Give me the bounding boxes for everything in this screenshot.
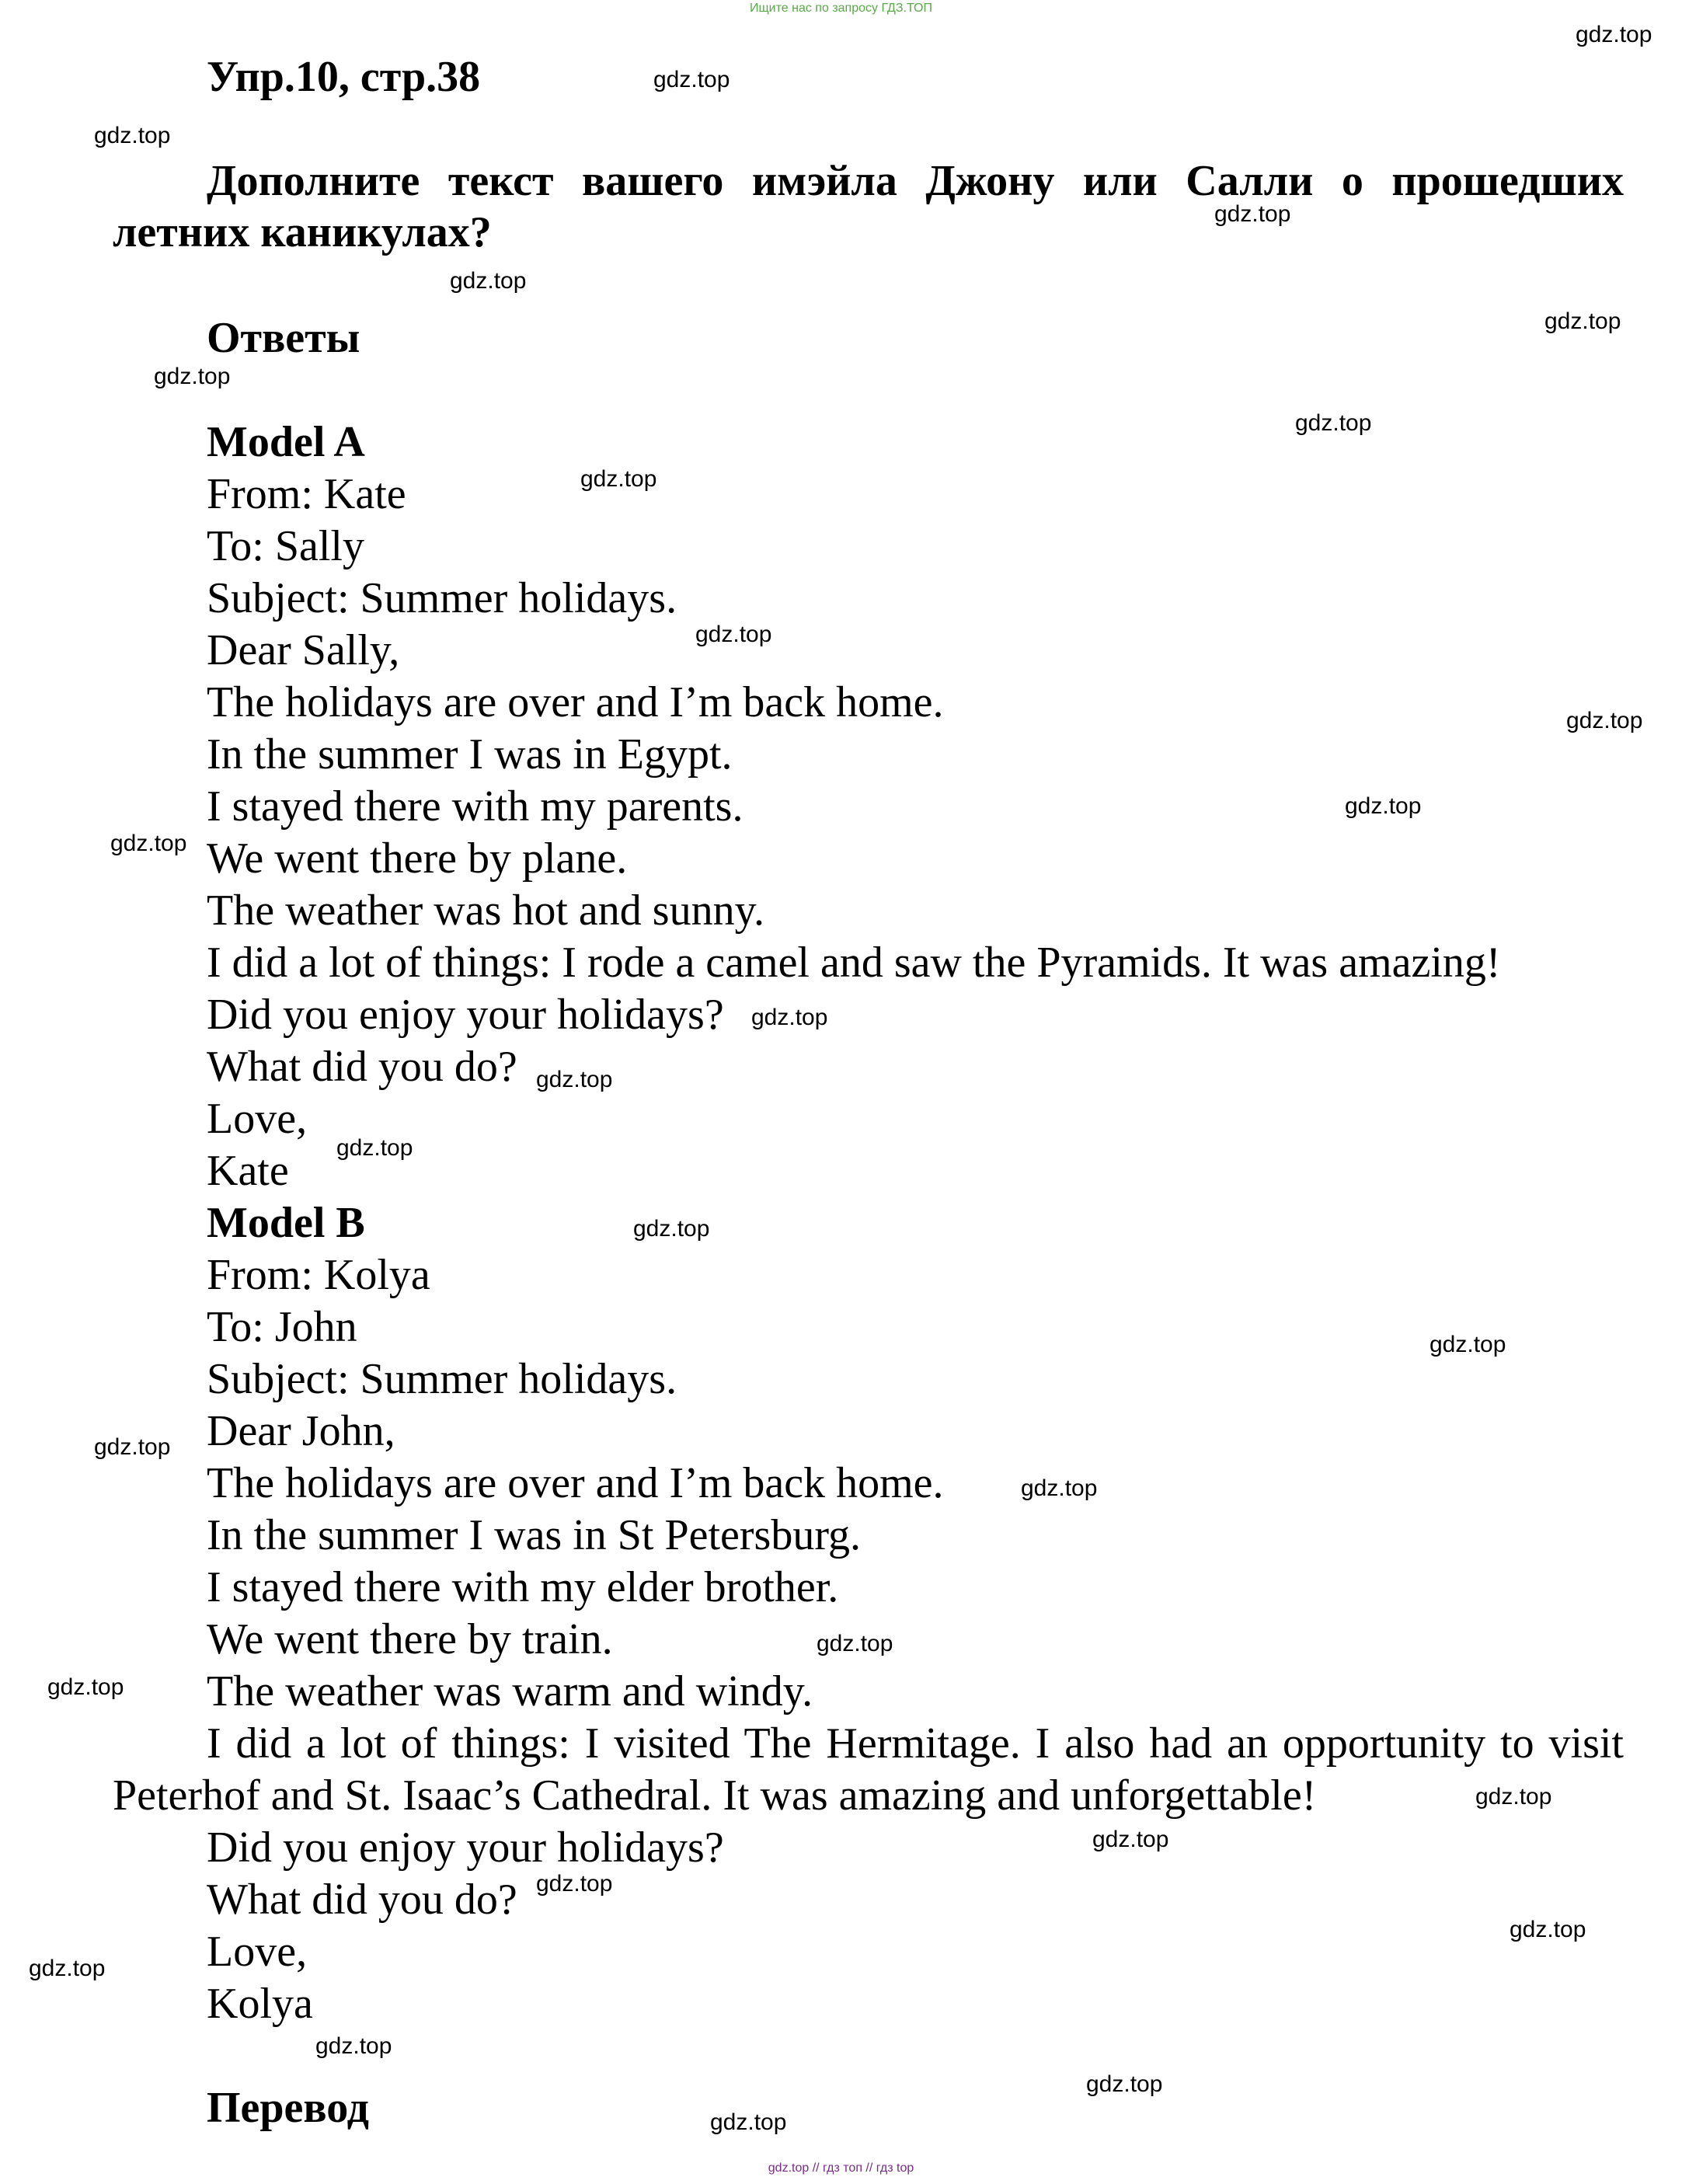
- watermark: gdz.top: [1345, 793, 1422, 819]
- model-b-heading: Model B: [207, 1199, 365, 1247]
- watermark: gdz.top: [695, 622, 772, 647]
- watermark: gdz.top: [29, 1956, 106, 1981]
- model-b-line: I stayed there with my elder brother.: [207, 1563, 839, 1611]
- model-a-line: Love,: [207, 1095, 308, 1143]
- model-b-line: We went there by train.: [207, 1615, 613, 1663]
- model-a-line: I stayed there with my parents.: [207, 782, 743, 831]
- model-a-line: Subject: Summer holidays.: [207, 574, 677, 622]
- watermark: gdz.top: [47, 1674, 124, 1700]
- watermark: gdz.top: [817, 1631, 893, 1656]
- exercise-title: Упр.10, стр.38: [207, 53, 481, 101]
- model-a-line: The holidays are over and I’m back home.: [207, 678, 944, 726]
- model-b-line: From: Kolya: [207, 1251, 430, 1299]
- watermark: gdz.top: [94, 1434, 171, 1460]
- watermark: gdz.top: [580, 466, 657, 492]
- watermark: gdz.top: [1544, 308, 1621, 334]
- watermark: gdz.top: [751, 1005, 828, 1030]
- model-b-line: To: John: [207, 1303, 357, 1351]
- watermark: gdz.top: [110, 831, 187, 856]
- translation-heading: Перевод: [207, 2084, 369, 2132]
- model-a-line: In the summer I was in Egypt.: [207, 730, 733, 779]
- model-b-line: The holidays are over and I’m back home.: [207, 1459, 944, 1507]
- watermark: gdz.top: [1214, 201, 1291, 227]
- watermark: gdz.top: [94, 123, 171, 148]
- model-a-line: To: Sally: [207, 522, 364, 570]
- model-b-paragraph: I did a lot of things: I visited The Hermitage. I also had an opportunity to visit Peterhof and St. Isaac’s Cathedral. It was amazing and unforgettable!: [113, 1719, 1624, 1820]
- model-a-line: Kate: [207, 1147, 289, 1195]
- task-text: Дополните текст вашего имэйла Джону или Салли о прошедших летних каникулах?: [113, 157, 1624, 256]
- model-b-line: Love,: [207, 1928, 308, 1976]
- model-a-heading: Model A: [207, 418, 365, 466]
- model-a-line: Dear Sally,: [207, 626, 400, 674]
- watermark: gdz.top: [336, 1135, 413, 1161]
- model-b-line: What did you do?: [207, 1876, 517, 1924]
- model-a-line: From: Kate: [207, 470, 406, 518]
- model-b-line: The weather was warm and windy.: [207, 1667, 813, 1716]
- watermark: gdz.top: [315, 2033, 392, 2059]
- watermark: gdz.top: [633, 1216, 710, 1242]
- model-a-line: I did a lot of things: I rode a camel and saw the Pyramids. It was amazing!: [207, 939, 1501, 987]
- model-b-line: Dear John,: [207, 1407, 395, 1455]
- search-banner: Ищите нас по запросу ГДЗ.ТОП: [750, 2, 932, 15]
- watermark: gdz.top: [536, 1067, 613, 1092]
- watermark: gdz.top: [710, 2109, 787, 2135]
- watermark: gdz.top: [536, 1871, 613, 1897]
- model-b-line: Kolya: [207, 1980, 313, 2028]
- watermark: gdz.top: [1021, 1475, 1098, 1501]
- model-a-line: The weather was hot and sunny.: [207, 886, 764, 935]
- watermark: gdz.top: [1430, 1332, 1506, 1357]
- model-b-line: In the summer I was in St Petersburg.: [207, 1511, 861, 1559]
- watermark: gdz.top: [450, 268, 527, 294]
- watermark: gdz.top: [1576, 22, 1652, 47]
- watermark: gdz.top: [1086, 2071, 1163, 2097]
- watermark: gdz.top: [1566, 708, 1643, 733]
- answers-heading: Ответы: [207, 314, 360, 362]
- watermark: gdz.top: [1475, 1784, 1552, 1810]
- model-b-line: Subject: Summer holidays.: [207, 1355, 677, 1403]
- model-a-line: Did you enjoy your holidays?: [207, 991, 724, 1039]
- watermark: gdz.top: [1295, 410, 1372, 436]
- model-a-line: We went there by plane.: [207, 834, 628, 883]
- watermark: gdz.top: [1092, 1827, 1169, 1852]
- watermark: gdz.top: [1510, 1917, 1586, 1942]
- model-b-line: Did you enjoy your holidays?: [207, 1823, 724, 1872]
- watermark: gdz.top: [653, 67, 730, 92]
- watermark: gdz.top: [154, 364, 231, 389]
- model-a-line: What did you do?: [207, 1043, 517, 1091]
- bottom-banner: gdz.top // гдз топ // гдз top: [768, 2161, 914, 2175]
